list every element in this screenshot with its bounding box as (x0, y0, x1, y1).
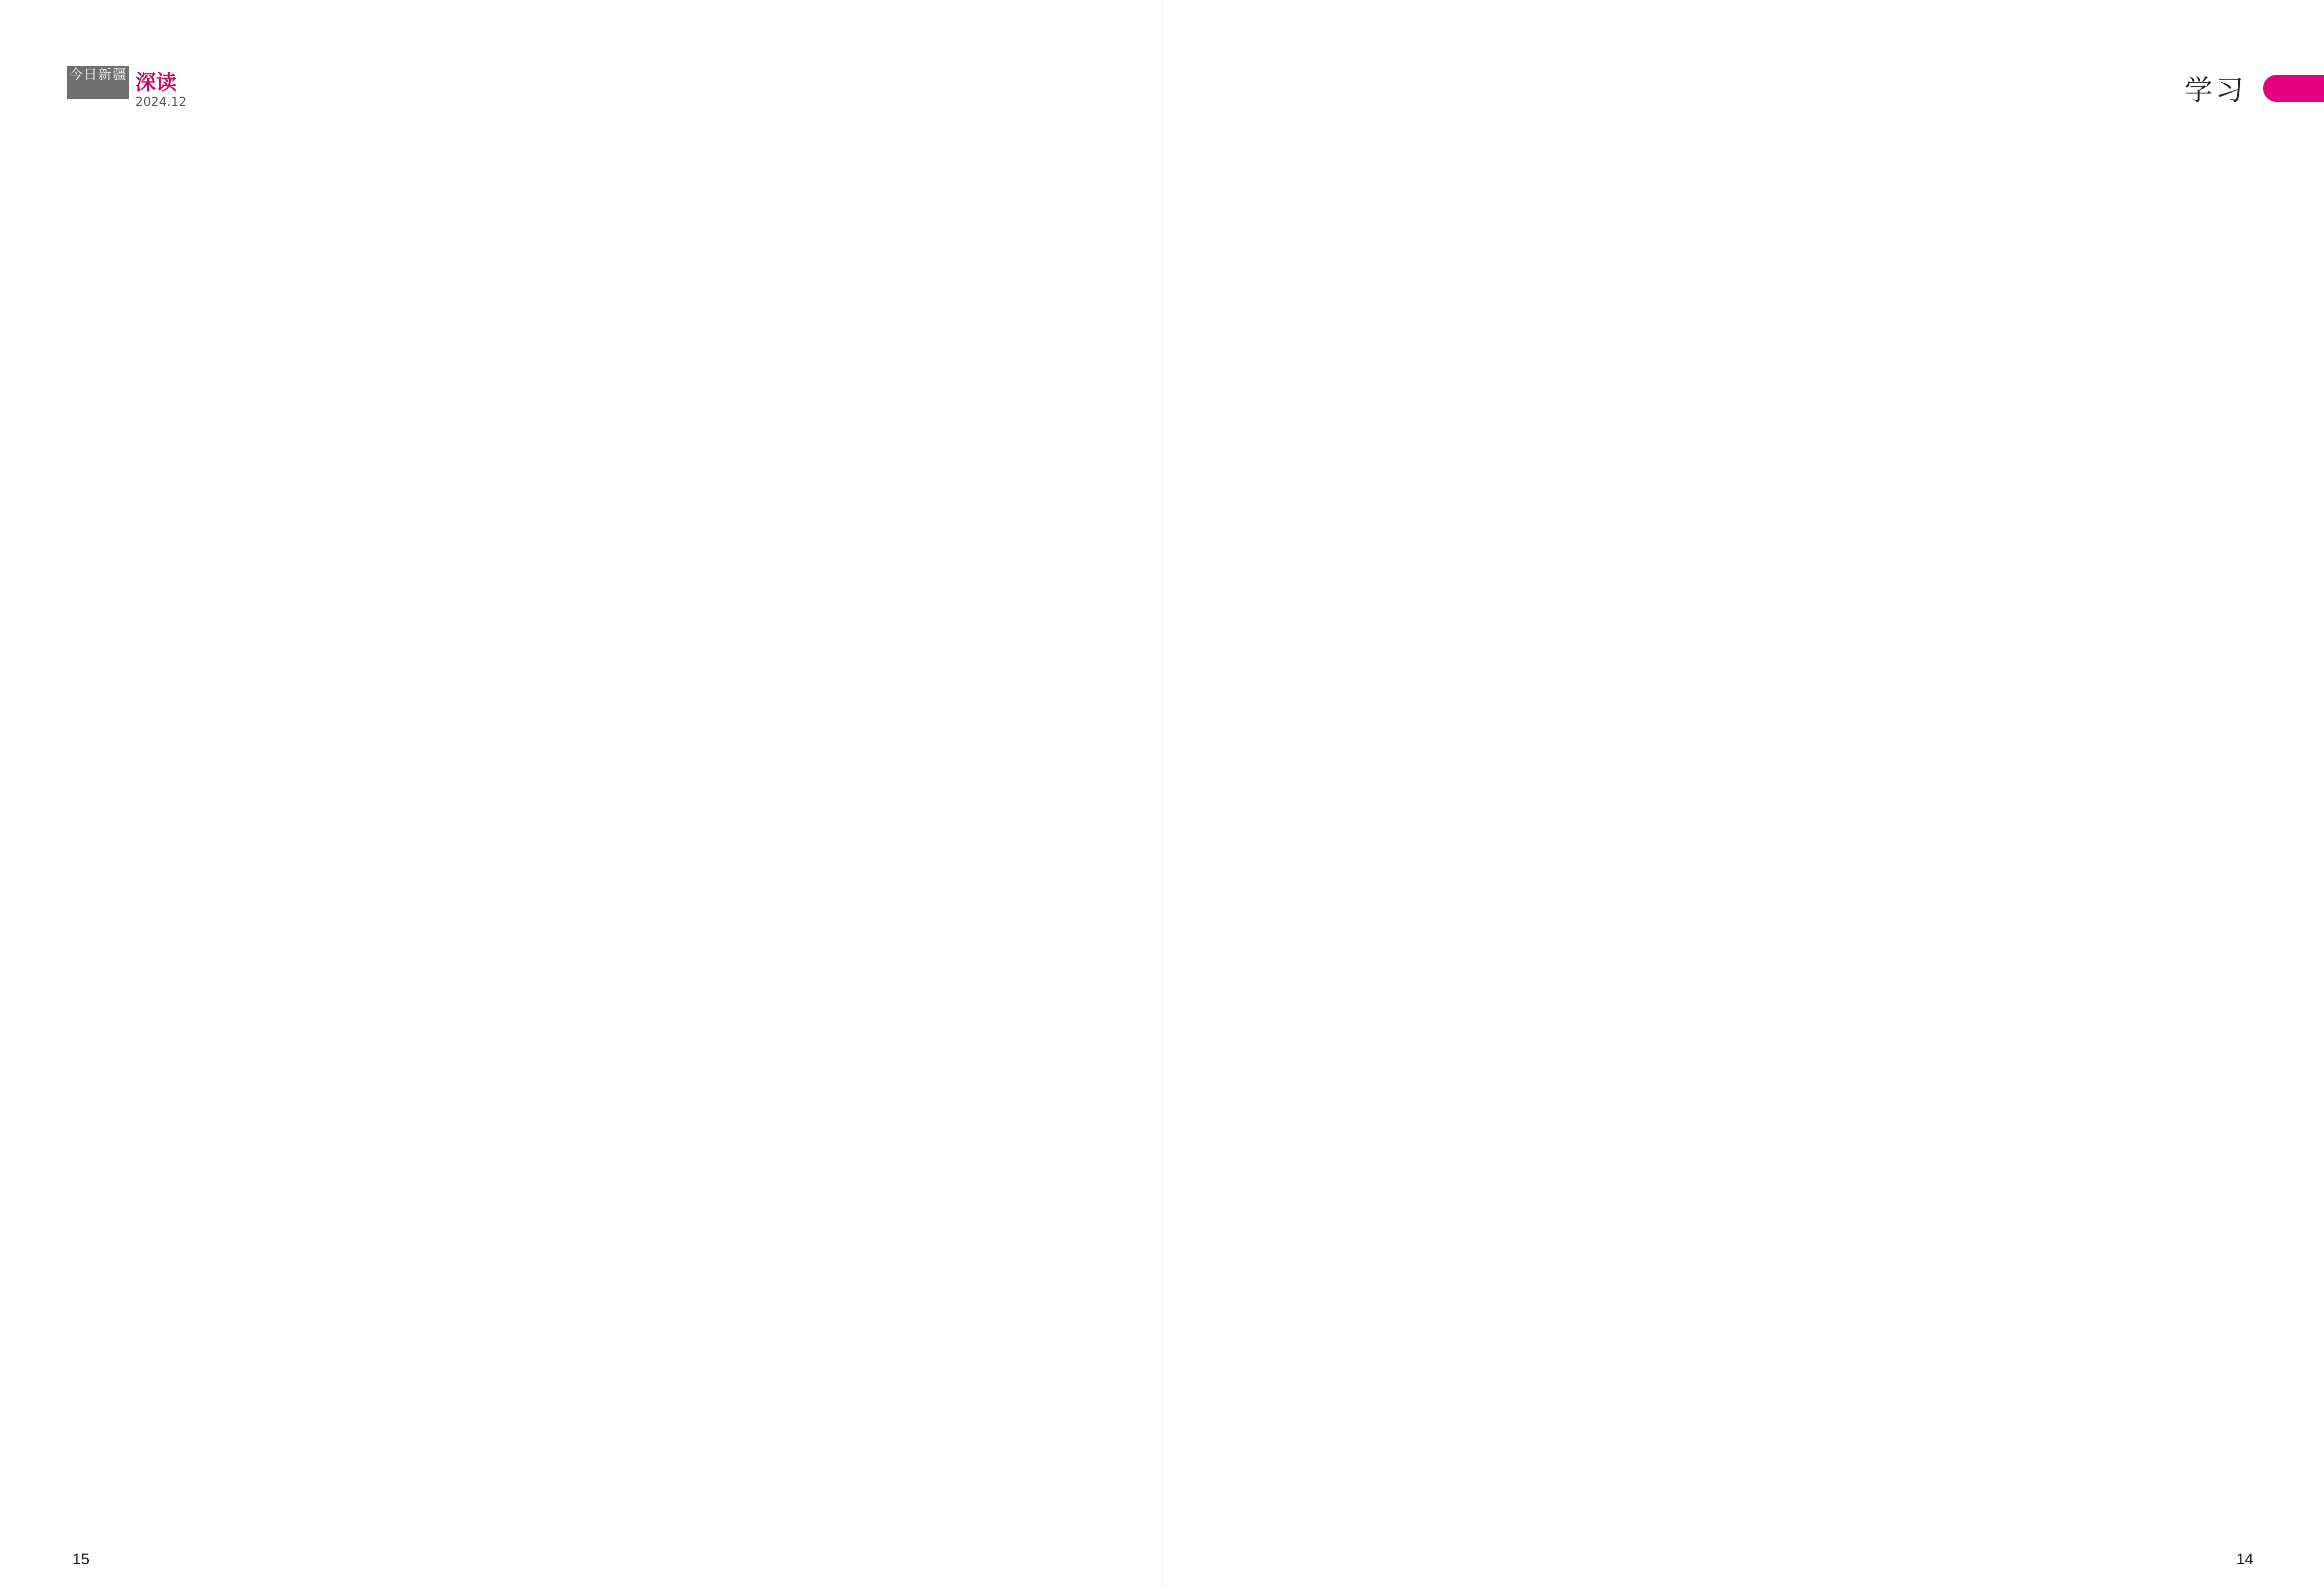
paragraph (72, 268, 589, 315)
page-gutter (1161, 0, 1163, 1588)
deep-read-row (135, 66, 237, 96)
deep-read-block (135, 66, 237, 109)
paragraph (1784, 268, 2301, 315)
section-heading (1239, 268, 1756, 315)
page-number-right: 14 (2236, 1551, 2254, 1568)
study-logo: 学习 (2185, 74, 2247, 106)
left-page-column-2 (617, 209, 1134, 1485)
right-page-column-2 (1784, 209, 2301, 1485)
left-page-column-1 (72, 209, 589, 1485)
right-page-column-1 (1239, 209, 1756, 1485)
paragraph (72, 209, 589, 256)
issue-date: 2024.12 (135, 95, 187, 109)
paragraph (617, 209, 1134, 256)
pink-tab-marker (2263, 75, 2324, 102)
paragraph (1239, 326, 1756, 373)
deep-read-label: 深读 (135, 71, 177, 95)
paragraph (617, 268, 1134, 315)
right-page-header (2141, 68, 2324, 108)
right-section-title (2141, 77, 2172, 100)
left-section-title (244, 69, 275, 87)
left-page-header (67, 66, 275, 109)
paragraph (1239, 209, 1756, 256)
page-number-left: 15 (72, 1551, 90, 1568)
magazine-logo: 今日新疆 (67, 66, 129, 99)
paragraph (1784, 209, 2301, 256)
